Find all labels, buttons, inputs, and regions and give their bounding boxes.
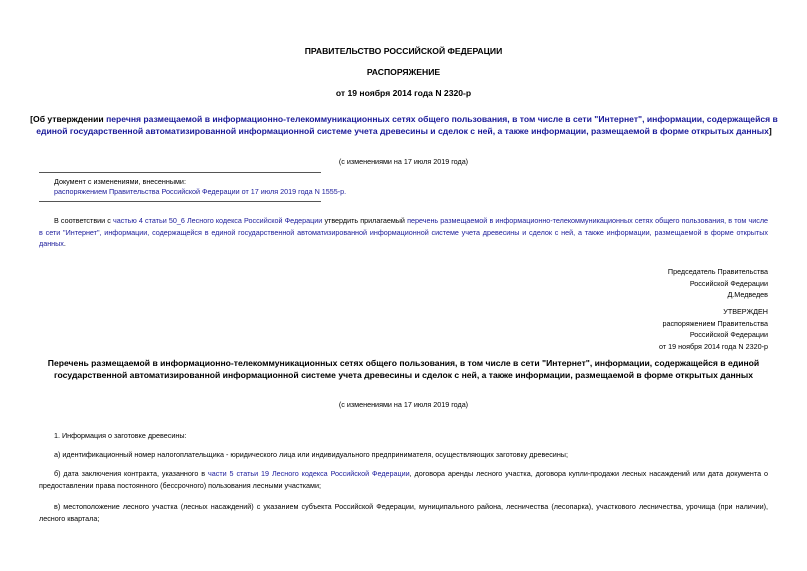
amendments-top-rule: [39, 172, 321, 173]
signature-position: Председатель Правительства: [667, 267, 768, 276]
amendments-label: Документ с изменениями, внесенными:: [54, 177, 186, 186]
list-item-a: а) идентификационный номер налогоплательщика - юридического лица или индивидуального предпринимателя, осуществляющих заготовку древесины;: [54, 450, 568, 459]
list-item-b: [39, 468, 768, 491]
forest-code-article-19-link[interactable]: части 5 статьи 19 Лесного кодекса Российской Федерации: [208, 469, 410, 478]
document-date-number: от 19 ноября 2014 года N 2320-р: [335, 88, 472, 98]
list-revision-note: (с изменениями на 17 июля 2019 года): [338, 400, 469, 409]
signature-country: Российской Федерации: [689, 278, 768, 288]
main-paragraph-text-2: утвердить прилагаемый: [322, 216, 408, 225]
amendments-link[interactable]: распоряжением Правительства Российской Федерации от 17 июля 2019 года N 1555-р.: [54, 187, 347, 196]
government-heading: ПРАВИТЕЛЬСТВО РОССИЙСКОЙ ФЕДЕРАЦИИ: [304, 46, 503, 56]
list-item-v: в) местоположение лесного участка (лесных насаждений) с указанием субъекта Российской Федерации, муниципального района, лесничества (лесопарка), участкового лесничества, урочища (при наличии), лесного квартала;: [39, 502, 768, 523]
approval-stamp: УТВЕРЖДЕН: [723, 307, 768, 316]
subject-link[interactable]: перечня размещаемой в информационно-телекоммуникационных сетях общего пользования, в том числе в сети "Интернет", информации, содержащейся в единой государственной автоматизированной информационной системе учета древесины и сделок с ней, а также информации, размещаемой в форме открытых данных: [36, 114, 778, 136]
list-title: Перечень размещаемой в информационно-телекоммуникационных сетях общего пользования, в том числе в сети "Интернет", информации, содержащейся в единой государственной автоматизированной информационной системе учета древесины и сделок с ней, а также информации, размещаемой в форме открытых данных: [47, 358, 760, 380]
revision-note: (с изменениями на 17 июля 2019 года): [338, 157, 469, 166]
forest-code-link[interactable]: частью 4 статьи 50_6 Лесного кодекса Российской Федерации: [113, 216, 323, 225]
approval-line-4: от 19 ноября 2014 года N 2320-р: [659, 341, 768, 351]
list-item-b-text-2: , договора аренды лесного участка, договора купли-продажи лесных насаждений или дата документа о предоставлении права постоянного (бессрочного) пользования лесными участками;: [39, 469, 768, 490]
main-paragraph-text-1: В соответствии с: [54, 216, 114, 225]
list-link[interactable]: перечень размещаемой в информационно-телекоммуникационных сетях общего пользования, в том числе в сети "Интернет", информации, содержащейся в единой государственной автоматизированной информационной системе учета древесины и сделок с ней, а также информации, размещаемой в форме открытых данных: [39, 216, 769, 248]
list-item-b-text-1: б) дата заключения контракта, указанного в: [54, 469, 208, 478]
amendments-bottom-rule: [39, 201, 321, 202]
main-paragraph-text-3: .: [63, 239, 66, 248]
approval-line-2: распоряжением Правительства: [662, 318, 768, 328]
subject-open-bracket: [Об утверждении: [30, 114, 107, 124]
main-paragraph: [39, 215, 768, 250]
document-type: РАСПОРЯЖЕНИЕ: [366, 67, 441, 77]
approval-block: [500, 306, 768, 352]
signature-block: [500, 266, 768, 301]
subject-close-bracket: ]: [768, 126, 772, 136]
approval-line-3: Российской Федерации: [689, 330, 768, 339]
document-subject: [30, 113, 778, 137]
signature-name: Д.Медведев: [727, 290, 768, 299]
list-item-1: 1. Информация о заготовке древесины:: [54, 431, 187, 440]
